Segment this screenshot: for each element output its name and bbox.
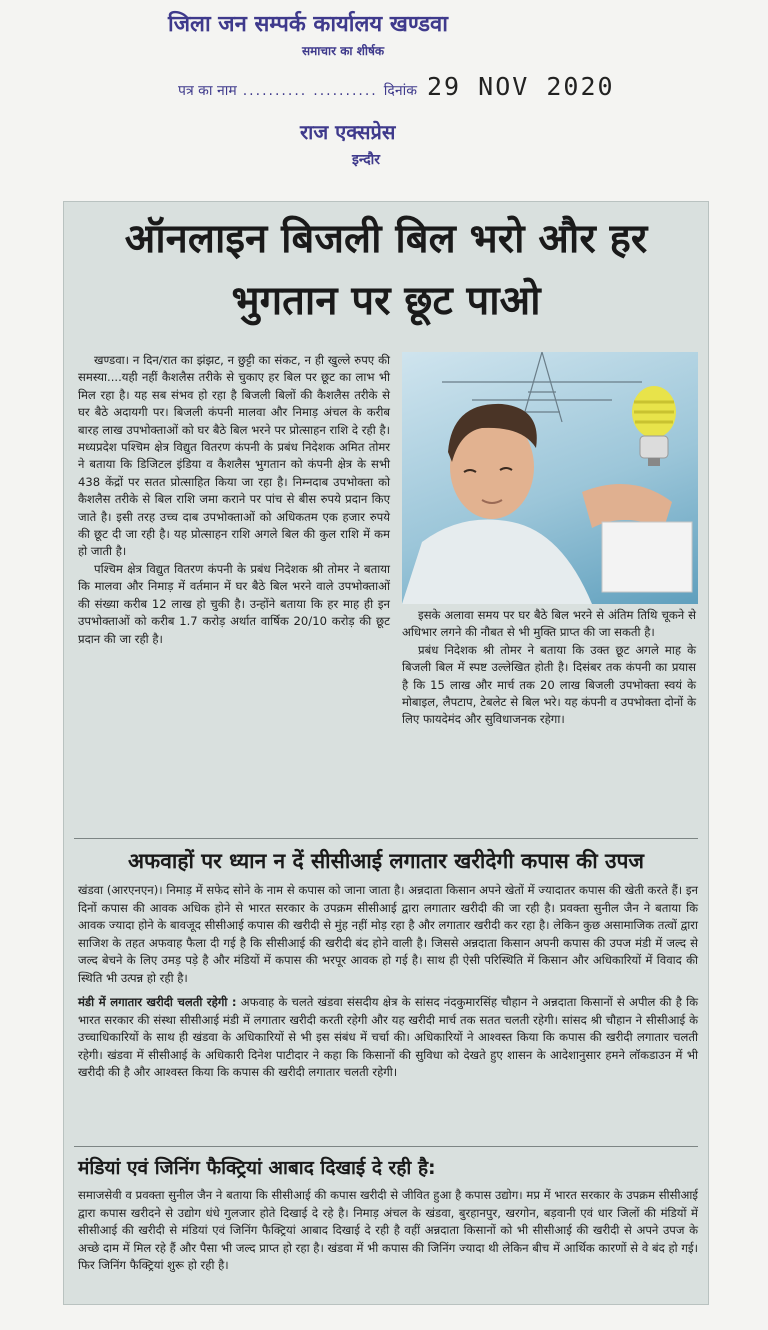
- cfl-bulb-icon: [632, 386, 676, 466]
- stamp-city: इन्दौर: [352, 152, 380, 168]
- stamp-subtitle: समाचार का शीर्षक: [302, 44, 385, 58]
- stamp-date-row: [178, 72, 615, 101]
- cotton-article-subsection: [78, 994, 698, 1082]
- article-headline: [74, 208, 698, 332]
- headline-line-2: भुगतान पर छूट पाओ: [231, 278, 541, 324]
- article-photo: [402, 352, 698, 604]
- newspaper-clipping: [64, 202, 708, 1304]
- section-divider: [74, 838, 698, 839]
- stamp-name-label: पत्र का नाम: [178, 83, 237, 99]
- article-paragraph: इसके अलावा समय पर घर बैठे बिल भरने से अंतिम तिथि चूकने से अधिभार लगने की नौबत से भी मुक्ति प्राप्त की जा सकती है।: [402, 608, 696, 640]
- article-paragraph: खण्डवा। न दिन/रात का झंझट, न छुट्टी का संकट, न ही खुल्ले रुपए की समस्या....यही नहीं कैशलैस तरीके से चुकाए हर बिल पर छूट का लाभ भी मिल रहा है। यह सब संभव हो रहा है बिजली बिलों की कैशलैस तरीके से घर बैठे अदायगी पर। बिजली कंपनी मालवा और निमाड़ अंचल के करीब बारह लाख उपभोक्ताओं को घर बैठे बिल भरने पर प्रोत्साहन राशि दे रही है। मध्यप्रदेश पश्चिम क्षेत्र विद्युत वितरण कंपनी के प्रबंध निदेशक अमित तोमर ने बताया कि डिजिटल इंडिया व कैशलैस भुगतान को कंपनी क्षेत्र के सभी 438 केंद्रों पर सतत प्रोत्साहित किया जा रहा है। निम्नदाब उपभोक्ता को कैशलैस तरीके से बिल राशि जमा कराने पर पांच से बीस रुपये प्रदान किए जाते है। इसी तरह उच्च दाब उपभोक्ताओं को अधिकतम एक हजार रुपये की छूट दी जा रही है। यह प्रोत्साहन राशि अगले बिल की कुल राशि में कम हो जाती है।: [78, 353, 390, 559]
- stamp-dots: ..........: [242, 83, 308, 99]
- man-with-bulb-illustration: [402, 352, 698, 604]
- stamp-office-name: जिला जन सम्पर्क कार्यालय खण्डवा: [168, 12, 448, 37]
- article-paragraph: प्रबंध निदेशक श्री तोमर ने बताया कि उक्त छूट अगले माह के बिजली बिल में स्पष्ट उल्लेखित होती है। दिसंबर तक कंपनी का प्रयास है कि 15 लाख और मार्च तक 20 लाख बिजली उपभोक्ता स्वयं के मोबाइल, लैपटाप, टेबलेट से बिल भरे। यह कंपनी व उपभोक्ता दोनों के लिए फायदेमंद और सुविधाजनक रहेगा।: [402, 642, 696, 727]
- stamp-date: 29 NOV 2020: [426, 72, 615, 101]
- mandi-article-body: समाजसेवी व प्रवक्ता सुनील जैन ने बताया कि सीसीआई की कपास खरीदी से जीवित हुआ है कपास उद्योग। मप्र में भारत सरकार के उपक्रम सीसीआई द्वारा कपास खरीदने से उद्योग धंधे गुलजार होते दिखाई दे रहे है। निमाड़ अंचल के खंडवा, बुरहानपुर, खरगोन, बड़वानी एवं धार जिलों की मंडियों में सीसीआई की खरीदी से मंडियां एवं जिनिंग फैक्ट्रियां आबाद दिखाई दे रही है वहीं अन्नदाता किसानों को भी सीसीआई की खरीदी से अपने उपज के अच्छे दाम में मिल रहे हैं और पैसा भी जल्द प्राप्त हो रहा है। खंडवा में भी कपास की जिनिंग ज्यादा थी लेकिन बीच में आर्थिक कारणों से वे बंद हो गई। फिर जिनिंग फैक्ट्रियां शुरू हो रही है।: [78, 1188, 698, 1273]
- stamp-dots-2: ..........: [313, 83, 378, 99]
- article-paragraph: पश्चिम क्षेत्र विद्युत वितरण कंपनी के प्रबंध निदेशक श्री तोमर ने बताया कि मालवा और निमाड़ में वर्तमान में घर बैठे बिल भरने वाले उपभोक्ताओं की संख्या करीब 12 लाख हो चुकी है। उन्होंने बताया कि हर माह ही इन उपभोक्ताओं को करीब 1.7 करोड़ अर्थात वार्षिक 20/10 करोड़ की छूट प्रदान की जा रही है।: [78, 561, 390, 646]
- stamp-newspaper: राज एक्सप्रेस: [300, 120, 396, 144]
- stamp-date-label: दिनांक: [383, 83, 417, 99]
- subsection-body: अफवाह के चलते खंडवा संसदीय क्षेत्र के सांसद नंदकुमारसिंह चौहान ने अन्नदाता किसानों से अपील की है कि भारत सरकार की संस्था सीसीआई मंडी में लगातार खरीदी करती रहेगी और यह खरीदी मार्च तक सतत चलती रहेगी। सांसद श्री चौहान ने सीसीआई के उच्चाधिकारियों के साथ ही खंडवा के अधिकारियों से भी इस संबंध में चर्चा की। अधिकारियों ने आश्वस्त किया कि कपास की खरीदी लगातार चलती रहेगी। खंडवा में सीसीआई के अधिकारी दिनेश पाटीदार ने कहा कि किसानों की सुविधा को देखते हुए शासन के आदेशानुसार हमने लॉकडाउन में भी खरीदी की है और आश्वस्त किया कि कपास की खरीदी लगातार चलती रहेगी।: [78, 995, 699, 1080]
- cotton-article-heading: अफवाहों पर ध्यान न दें सीसीआई लगातार खरीदेगी कपास की उपज: [128, 849, 644, 873]
- article-right-column: [402, 607, 696, 729]
- headline-line-1: ऑनलाइन बिजली बिल भरो और हर: [124, 216, 648, 262]
- article-left-column: [78, 352, 390, 648]
- mandi-article-heading: मंडियां एवं जिनिंग फैक्ट्रियां आबाद दिखाई दे रही है:: [78, 1157, 436, 1179]
- section-divider-2: [74, 1146, 698, 1147]
- cotton-article-body: खंडवा (आरएनएन)। निमाड़ में सफेद सोने के नाम से कपास को जाना जाता है। अन्नदाता किसान अपने खेतों में ज्यादातर कपास की खेती करते हैं। इन दिनों कपास की आवक अधिक होने से भारत सरकार के उपक्रम सीसीआई द्वारा लगातार खरीदी की जा रही है। प्रवक्ता सुनील जैन ने बताया कि आवक ज्यादा होने के बावजूद सीसीआई कपास की खरीदी से मुंह नहीं मोड़ रहा है और लगातार खरीदी कर रहा है। लेकिन कुछ असामाजिक तत्वों द्वारा साजिश के तहत अफवाह फैला दी गई है कि सीसीआई की खरीदी बंद होने वाली है। जिससे अन्नदाता किसान अपनी कपास की उपज मंडी में जल्द से जल्द बेचने के लिए उमड़ पड़े है और मंडियों में कपास की भरपूर आवक हो गई है। साथ ही ऐसी परिस्थिति में किसान और अधिकारियों में विवाद की स्थिति भी उत्पन्न हो रही है।: [78, 883, 698, 985]
- subsection-heading: मंडी में लगातार खरीदी चलती रहेगी :: [78, 995, 237, 1009]
